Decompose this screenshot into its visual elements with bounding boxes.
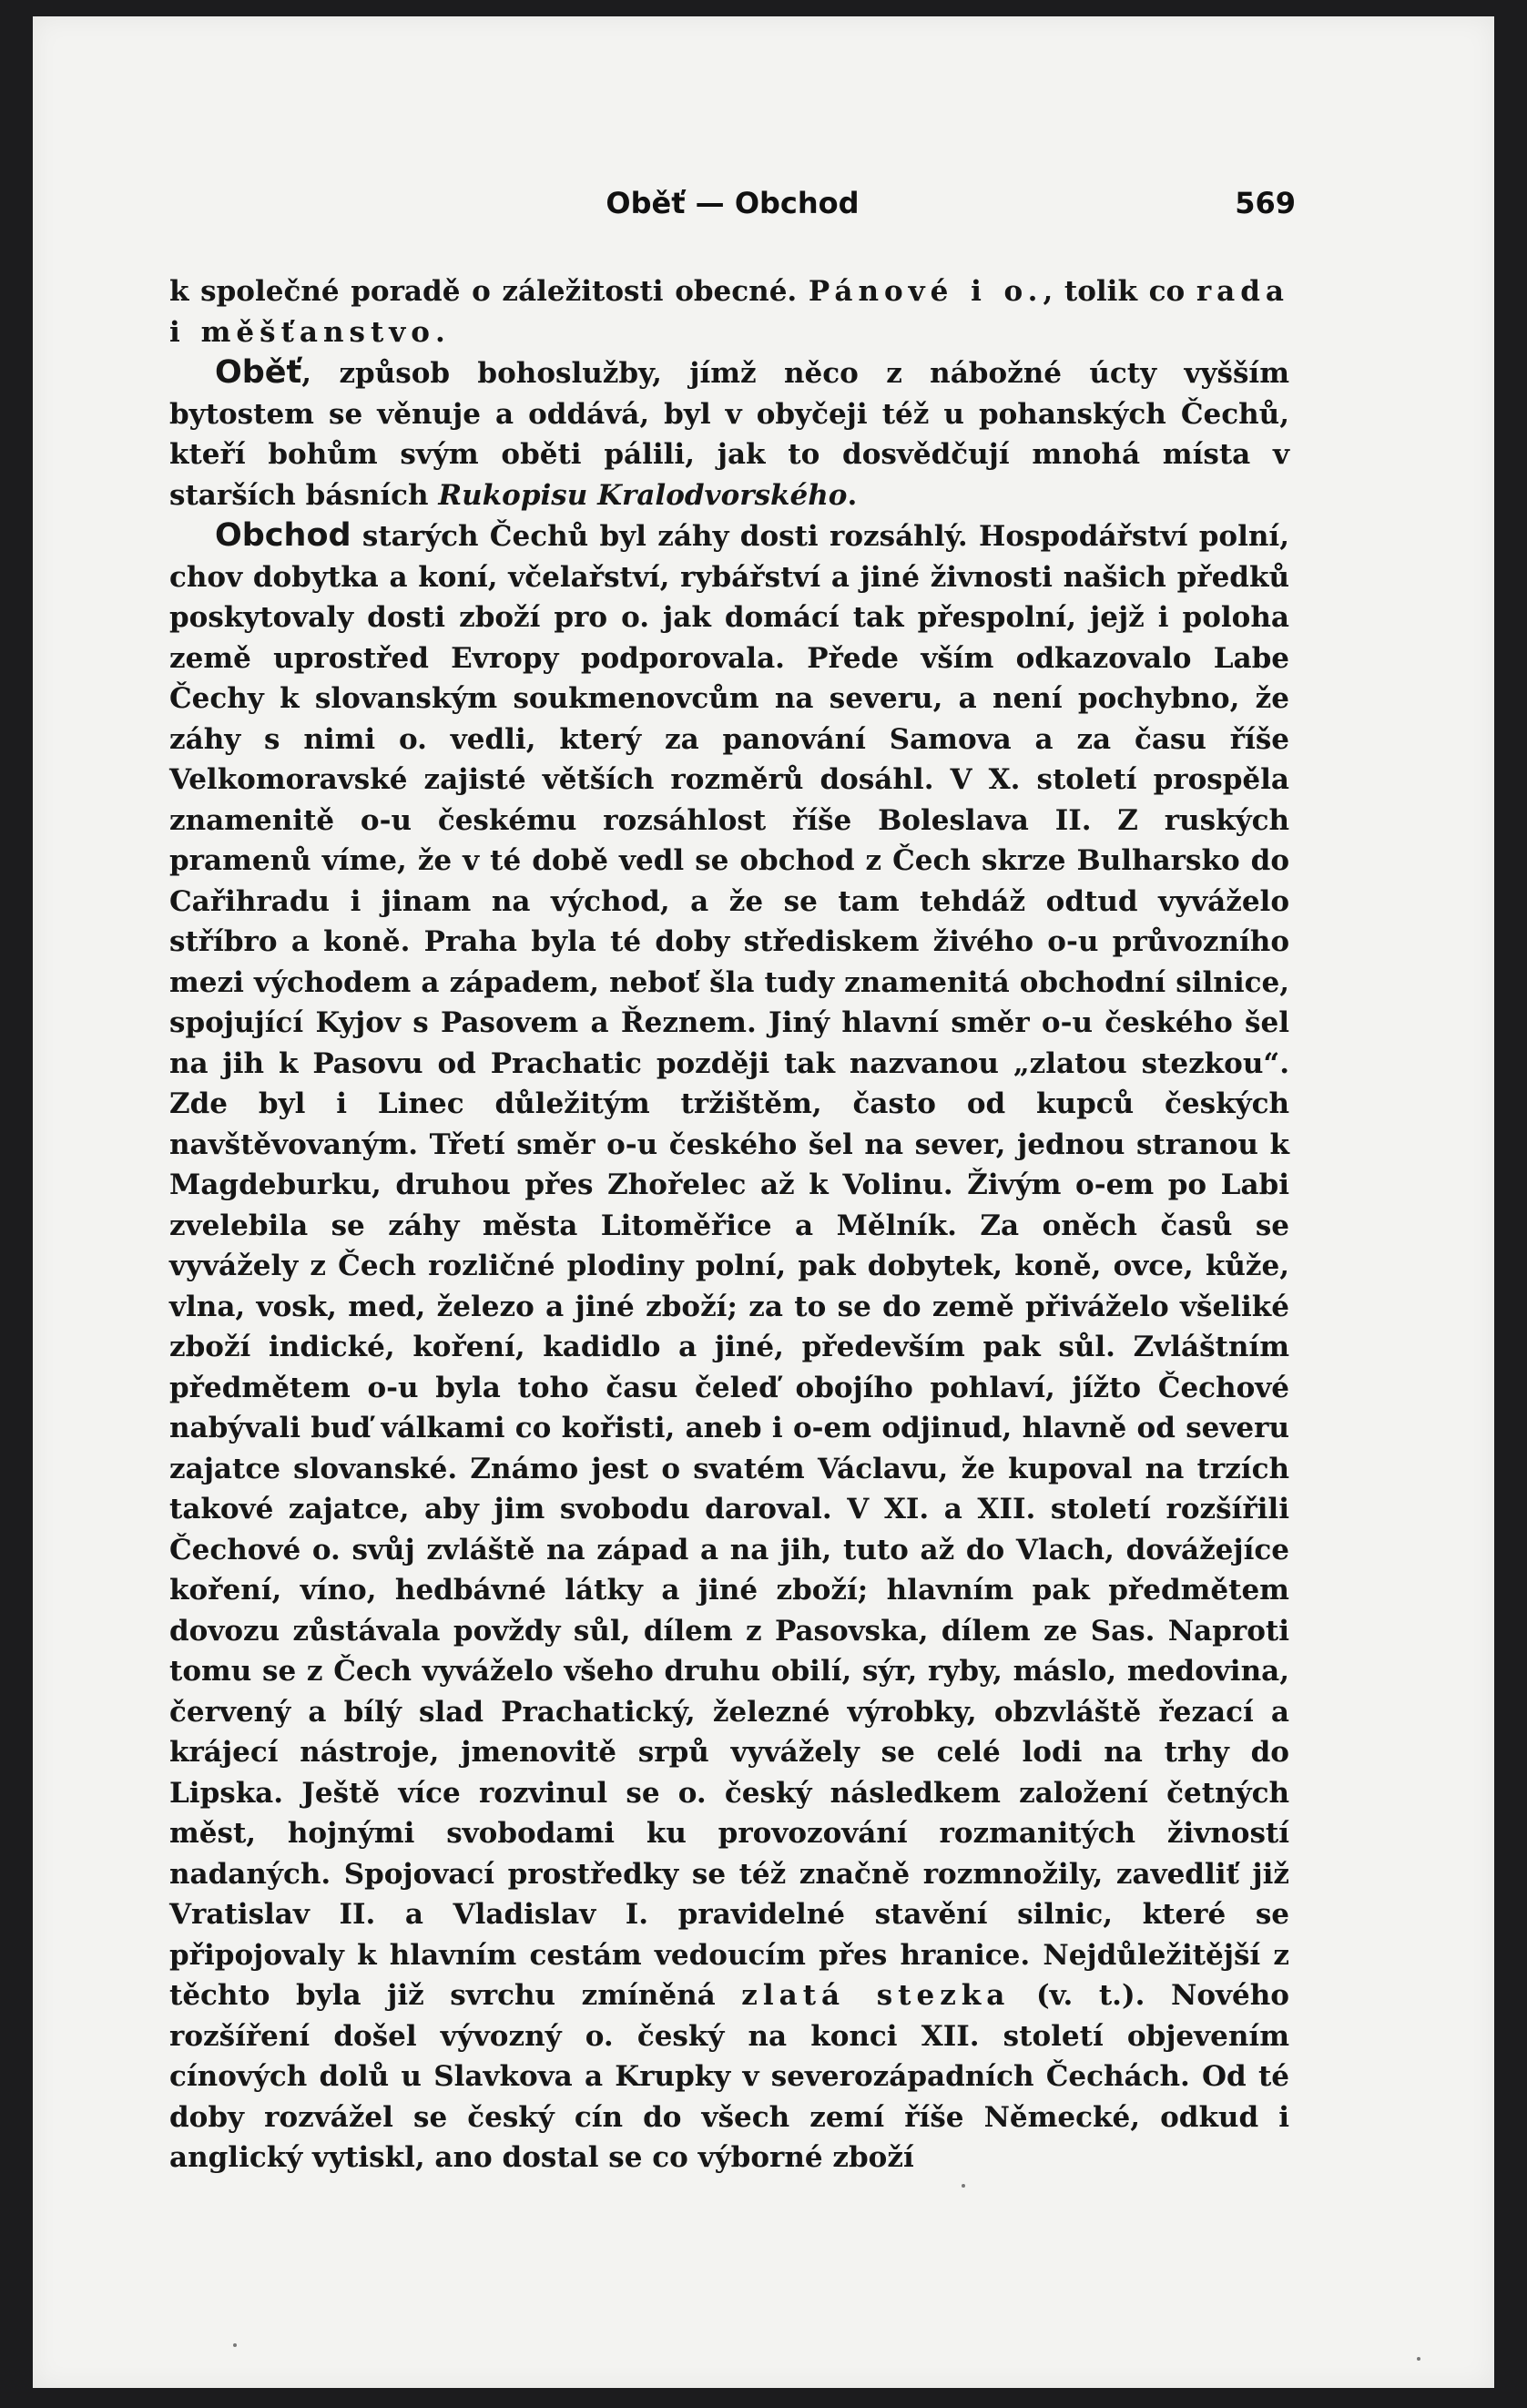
print-speck [1417,2357,1420,2361]
running-head [169,186,1296,240]
spaced-emphasis: zlatá stezka [741,1979,1011,2012]
italic-title: Rukopisu Kralodvorského [438,478,848,512]
print-speck [962,2184,965,2188]
text-run: starých Čechů byl záhy dosti rozsáhlý. Hospodářství polní, chov dobytka a koní, včelařství, rybářství a jiné živnosti našich předků poskytovaly dosti zboží pro o. jak domácí tak přespolní, jejž i poloha země uprostřed Evropy podporovala. Přede vším odkazovalo Labe Čechy k slovanským soukmenovcům na severu, a není pochybno, že záhy s nimi o. vedli, který za panování Samova a za času říše Velkomoravské zajisté větších rozměrů dosáhl. V X. století prospěla znamenitě o-u českému rozsáhlost říše Boleslava II. Z ruských pramenů víme, že v té době vedl se obchod z Čech skrze Bulharsko do Cařihradu i jinam na východ, a že se tam tehdáž odtud vyváželo stříbro a koně. Praha byla té doby střediskem živého o-u průvozního mezi východem a západem, neboť šla tudy znamenitá obchodní silnice, spojující Kyjov s Pasovem a Řeznem. Jiný hlavní směr o-u českého šel na jih k Pasovu od Prachatic později tak nazvanou „zlatou stezkou“. Zde byl i Linec důležitým tržištěm, často od kupců českých navštěvovaným. Třetí směr o-u českého šel na sever, jednou stranou k Magdeburku, druhou přes Zhořelec až k Volinu. Živým o-em po Labi zvelebila se záhy města Litoměřice a Mělník. Za oněch časů se vyvážely z Čech rozličné plodiny polní, pak dobytek, koně, ovce, kůže, vlna, vosk, med, železo a jiné zboží; za to se do země přiváželo všeliké zboží indické, koření, kadidlo a jiné, především pak sůl. Zvláštním předmětem o-u byla toho času čeleď obojího pohlaví, jížto Čechové nabývali buď válkami co kořisti, aneb i o-em odjinud, hlavně od severu zajatce slovanské. Známo jest o svatém Václavu, že kupoval na trzích takové zajatce, aby jim svobodu daroval. V XI. a XII. století rozšířili Čechové o. svůj zvláště na západ a na jih, tuto až do Vlach, dovážejíce koření, víno, hedbávné látky a jiné zboží; hlavním pak předmětem dovozu zůstávala povždy sůl, dílem z Pasovska, dílem ze Sas. Naproti tomu se z Čech vyváželo všeho druhu obilí, sýr, ryby, máslo, medovina, červený a bílý slad Prachatický, železné výrobky, obzvláště řezací a krájecí nástroje, jmenovitě srpů vyvážely se celé lodi na trhy do Lipska. Ještě více rozvinul se o. český následkem založení četných měst, hojnými svobodami ku provozování rozmanitých živností nadaných. Spojovací prostředky se též značně rozmnožily, zavedliť již Vratislav II. a Vladislav I. pravidelné stavění silnic, které se připojovaly k hlavním cestám vedoucím přes hranice. Nejdůležitější z těchto byla již svrchu zmíněná [169,520,1289,2012]
text-run: k společné poradě o záležitosti obecné. [169,275,809,308]
entry-obchod [169,515,1289,2178]
entry-obet [169,352,1289,515]
entry-headword: Oběť [215,354,302,391]
book-page [33,16,1494,2388]
paragraph-continuation [169,271,1289,352]
spaced-emphasis: Pánové i o. [808,275,1043,308]
body-text [169,271,1289,2178]
text-run: , způsob bohoslužby, jímž něco z nábožné úcty vyšším bytostem se věnuje a oddává, byl v obyčeji též u pohanských Čechů, kteří bohům svým oběti pálili, jak to dosvědčují mnohá místa v starších básních [169,357,1289,512]
running-title: Oběť — Obchod [606,186,860,220]
text-run: , tolik co [1043,275,1196,308]
print-speck [233,2343,237,2347]
text-run: . [847,478,858,512]
spaced-emphasis: rada i měšťanstvo [169,275,1289,349]
text-run: . [434,315,445,349]
text-run: (v. t.). Nového rozšíření došel vývozný o. český na konci XII. století objevením cínových dolů u Slavkova a Krupky v severozápadních Čechách. Od té doby rozvážel se český cín do všech zemí říše Německé, odkud i anglický vytiskl, ano dostal se co výborné zboží [169,1979,1289,2174]
page-number: 569 [1235,186,1296,220]
entry-headword: Obchod [215,517,351,554]
